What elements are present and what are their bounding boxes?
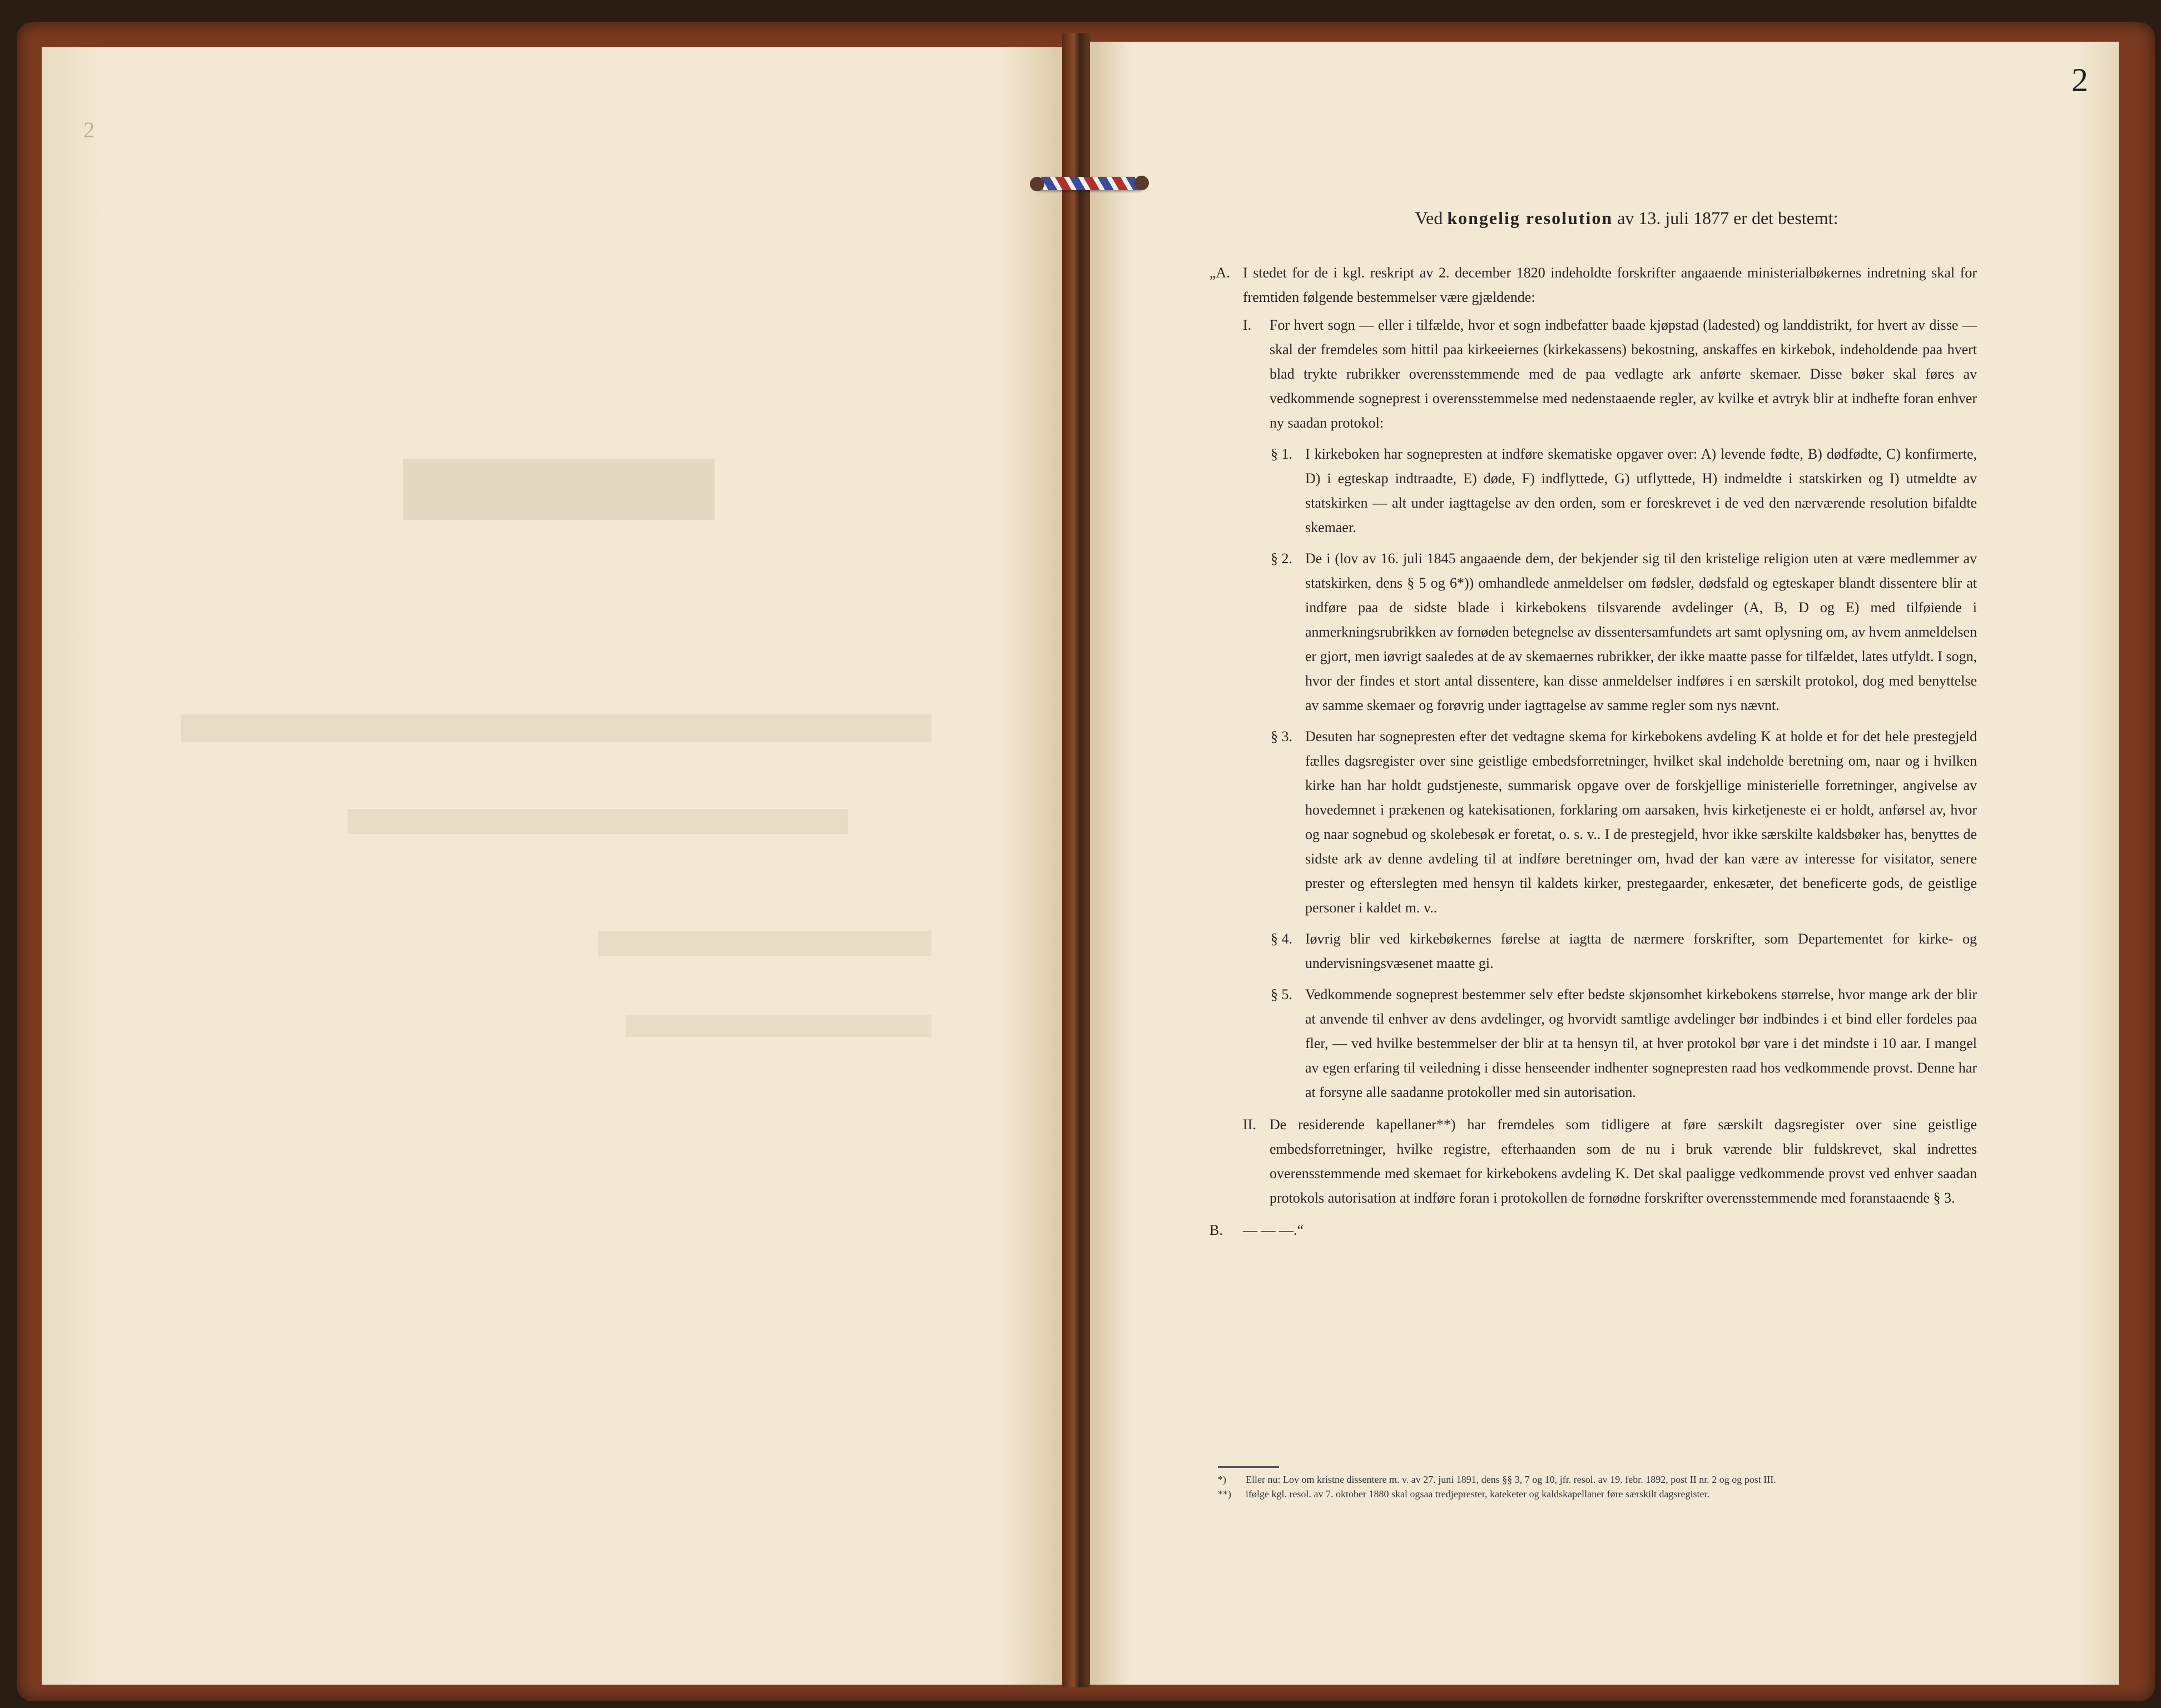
resolution-text bbox=[1210, 206, 1977, 1243]
paragraph-4 bbox=[1271, 927, 1977, 976]
paragraph-label: § 5. bbox=[1271, 986, 1292, 1002]
left-corner-mark: 2 bbox=[83, 117, 95, 142]
paragraph-label: § 2. bbox=[1271, 550, 1292, 567]
show-through-line-4 bbox=[626, 1015, 931, 1037]
thread-knot-right bbox=[1134, 176, 1149, 190]
footnotes bbox=[1218, 1472, 1974, 1501]
section-ii-text: De residerende kapellaner**) har fremdeles som tidligere at føre særskilt dagsregister over sine geistlige embedsforretninger, hvilke registre, efterhaanden som de nu i bruk værende blir fuldskrevet, skal indrettes overensstemmende med skemaet for kirkebokens avdeling K. Det skal paaligge vedkommende provst ved enhver saadan protokols autorisation at indføre foran i protokollen de fornødne forskrifter overensstemmende med foranstaaende § 3. bbox=[1270, 1116, 1977, 1206]
paragraph-text: Vedkommende sogneprest bestemmer selv efter bedste skjønsomhet kirkebokens størrelse, hvor mange ark der blir at anvende til enhver av dens avdelinger, og hvorvidt samtlige avdelinger bør indbindes i et bind eller fordeles paa fler, — ved hvilke bestemmelser der blir at ta hensyn til, at hver protokol bør vare i det mindste i 10 aar. I mangel av egen erfaring til veiledning i disse henseender indhenter sognepresten raad hos vedkommende provst. Denne har at forsyne alle saadanne protokoller med sin autorisation. bbox=[1305, 986, 1977, 1100]
right-page bbox=[1090, 42, 2119, 1685]
left-page bbox=[42, 47, 1065, 1685]
show-through-line-2 bbox=[348, 809, 848, 834]
show-through-line-1 bbox=[181, 714, 931, 742]
paragraph-label: § 3. bbox=[1271, 728, 1292, 744]
binding-thread bbox=[1034, 177, 1146, 190]
section-a bbox=[1210, 261, 1977, 310]
page-number: 2 bbox=[2071, 62, 2088, 98]
paragraph-text: I kirkeboken har sognepresten at indføre skematiske opgaver over: A) levende fødte, B) dødfødte, C) konfirmerte, D) i egteskap indtraadte, E) døde, F) indflyttede, G) utflyttede, H) indmeldte i statskirken og I) utmeldte av statskirken — alt under iagttagelse av den orden, som er foreskrevet i de ved den nærværende resolution bifaldte skemaer. bbox=[1305, 446, 1977, 535]
paragraph-label: § 1. bbox=[1271, 446, 1292, 462]
paragraph-1 bbox=[1271, 442, 1977, 540]
section-a-label: „A. bbox=[1210, 265, 1230, 281]
thread-knot-left bbox=[1030, 177, 1044, 191]
paragraph-label: § 4. bbox=[1271, 931, 1292, 947]
section-a-text: I stedet for de i kgl. reskript av 2. december 1820 indeholdte forskrifter angaaende ministerialbøkernes indretning skal for fremtiden følgende bestemmelser være gjældende: bbox=[1243, 265, 1977, 305]
section-b-text: — — —.“ bbox=[1243, 1222, 1304, 1238]
show-through-title bbox=[403, 459, 715, 520]
section-i-label: I. bbox=[1243, 317, 1252, 333]
paragraph-2 bbox=[1271, 547, 1977, 718]
section-b bbox=[1210, 1218, 1977, 1243]
footnote-1 bbox=[1218, 1472, 1974, 1487]
resolution-heading: Ved kongelig resolution av 13. juli 1877 er det bestemt: bbox=[1415, 208, 1838, 228]
paragraph-text: Desuten har sognepresten efter det vedtagne skema for kirkebokens avdeling K at holde et for det hele prestegjeld fælles dagsregister over sine geistlige embedsforretninger, hvilket skal indeholde beretning om, naar og i hvilken kirke han har holdt gudstjeneste, summarisk opgave over de forskjellige ministerielle forretninger, angivelse av hovedemnet i prækenen og katekisationen, forklaring om aarsaken, hvis kirketjeneste ei er holdt, anførsel av, hvor og naar sognebud og skolebesøk er foretat, o. s. v.. I de prestegjeld, hvor ikke særskilte kaldsbøker has, benyttes de sidste ark av denne avdeling til at indføre beretninger om, hvad der kan være av interesse for visitator, senere prester og efterslegten med hensyn til kaldets kirker, prestegaarder, enkesæter, det beneficerte gods, de geistlige personer i kaldet m. v.. bbox=[1305, 728, 1977, 916]
paragraph-text: Iøvrig blir ved kirkebøkernes førelse at iagtta de nærmere forskrifter, som Departementet for kirke- og undervisningsvæsenet maatte gi. bbox=[1305, 931, 1977, 971]
section-i-text: For hvert sogn — eller i tilfælde, hvor et sogn indbefatter baade kjøpstad (ladested) og landdistrikt, for hvert av disse — skal der fremdeles som hittil paa kirkeeiernes (kirkekassens) bekostning, anskaffes en kirkebok, indeholdende paa hvert blad trykte rubrikker overensstemmende med de paa vedlagte ark anførte skemaer. Disse bøker skal føres av vedkommende sogneprest i overensstemmelse med nedenstaaende regler, av kvilke et avtryk blir at indhefte foran enhver ny saadan protokol: bbox=[1270, 317, 1977, 431]
binding-gutter bbox=[1062, 33, 1091, 1687]
footnote-label: *) bbox=[1218, 1474, 1226, 1485]
footnote-text: Eller nu: Lov om kristne dissentere m. v. av 27. juni 1891, dens §§ 3, 7 og 10, jfr. resol. av 19. febr. 1892, post II nr. 2 og og post III. bbox=[1246, 1474, 1776, 1485]
section-ii bbox=[1243, 1113, 1977, 1210]
section-i bbox=[1243, 313, 1977, 435]
footnote-2 bbox=[1218, 1487, 1974, 1501]
paragraph-3 bbox=[1271, 724, 1977, 920]
section-ii-label: II. bbox=[1243, 1116, 1256, 1133]
paragraph-5 bbox=[1271, 982, 1977, 1105]
footnote-label: **) bbox=[1218, 1488, 1231, 1500]
show-through-line-3 bbox=[598, 931, 931, 956]
footnote-text: ifølge kgl. resol. av 7. oktober 1880 skal ogsaa tredjeprester, kateketer og kaldskapellaner føre særskilt dagsregister. bbox=[1246, 1488, 1710, 1500]
footnote-rule bbox=[1218, 1466, 1279, 1468]
paragraph-text: De i (lov av 16. juli 1845 angaaende dem, der bekjender sig til den kristelige religion uten at være medlemmer av statskirken, dens § 5 og 6*)) omhandlede anmeldelser om fødsler, dødsfald og egteskaper blandt dissentere blir at indføre paa de sidste blade i kirkebokens tilsvarende avdelinger (A, B, D og E) med tilføiende i anmerkningsrubrikken av fornøden betegnelse av dissentersamfundets art samt oplysning om, av hvem anmeldelsen er gjort, men iøvrigt saaledes at de av skemaernes rubrikker, der ikke maatte passe for tilfældet, lates utfyldt. I sogn, hvor der findes et stort antal dissentere, kan disse anmeldelser indføres i en særskilt protokol, dog med benyttelse av samme skemaer og forøvrig under iagttagelse av samme regler som nys nævnt. bbox=[1305, 550, 1977, 713]
section-b-label: B. bbox=[1210, 1222, 1223, 1238]
